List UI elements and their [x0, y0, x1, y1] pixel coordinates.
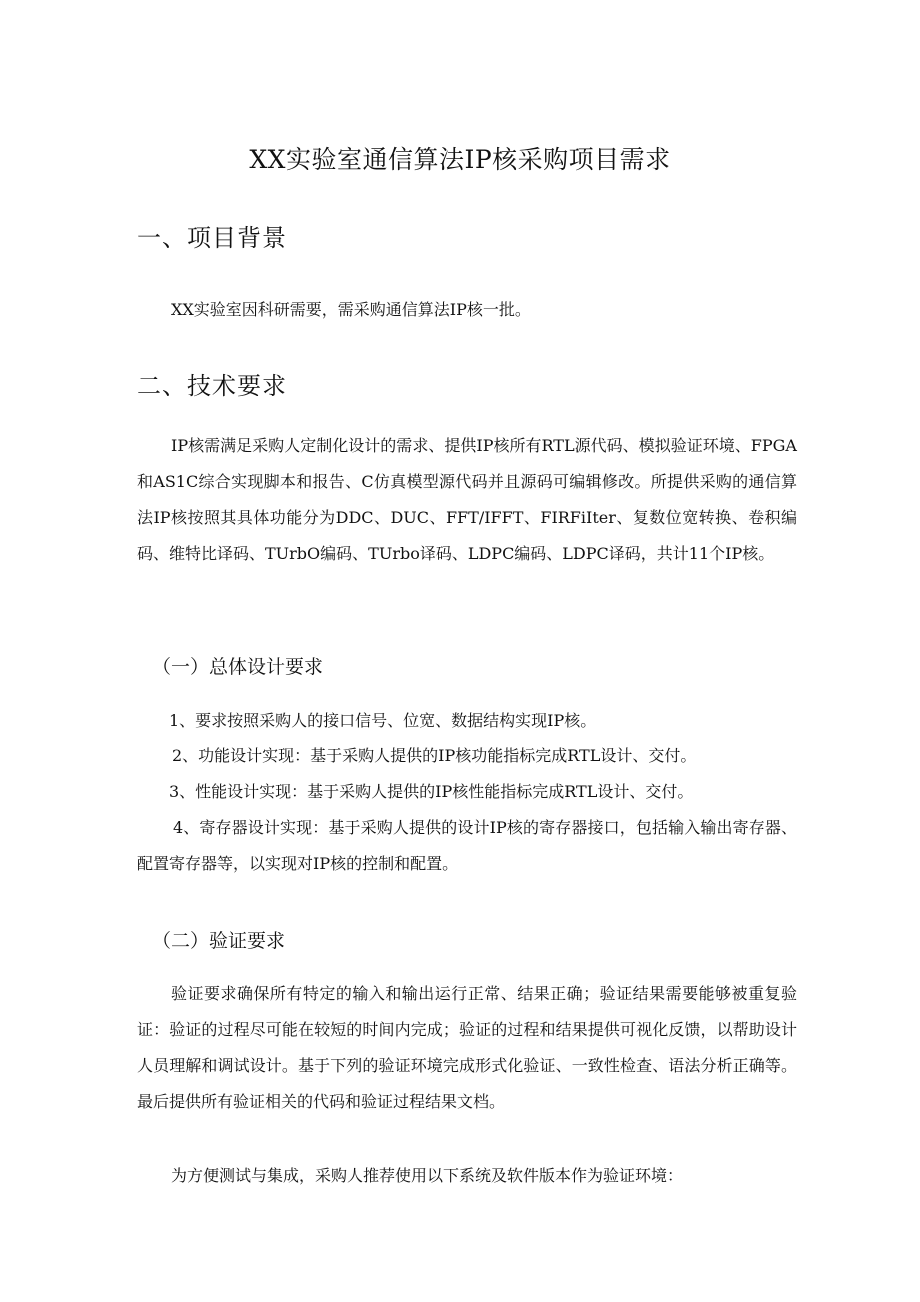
verification-environment-intro: 为方便测试与集成，采购人推荐使用以下系统及软件版本作为验证环境： — [171, 1166, 684, 1185]
subsection-heading-overall-design: （一）总体设计要求 — [152, 656, 324, 678]
subsection-heading-verification: （二）验证要求 — [152, 930, 286, 952]
design-requirement-item-1: 1、要求按照采购人的接口信号、位宽、数据结构实现IP核。 — [169, 711, 597, 730]
document-title: XX实验室通信算法IP核采购项目需求 — [249, 145, 671, 174]
design-requirement-item-4: 4、寄存器设计实现：基于采购人提供的设计IP核的寄存器接口，包括输入输出寄存器、配置寄存器等，以实现对IP核的控制和配置。 — [137, 818, 797, 873]
design-requirement-item-2: 2、功能设计实现：基于采购人提供的IP核功能指标完成RTL设计、交付。 — [172, 746, 697, 765]
design-requirement-item-3: 3、性能设计实现：基于采购人提供的IP核性能指标完成RTL设计、交付。 — [169, 782, 694, 801]
verification-paragraph: 验证要求确保所有特定的输入和输出运行正常、结果正确；验证结果需要能够被重复验证：验证的过程尽可能在较短的时间内完成；验证的过程和结果提供可视化反馈，以帮助设计人员理解和调试设计。基于下列的验证环境完成形式化验证、一致性检查、语法分析正确等。最后提供所有验证相关的代码和验证过程结果文档。 — [137, 984, 797, 1111]
background-paragraph: XX实验室因科研需要，需采购通信算法IP核一批。 — [171, 300, 531, 319]
section-heading-technical: 二、技术要求 — [137, 372, 287, 400]
technical-paragraph: IP核需满足采购人定制化设计的需求、提供IP核所有RTL源代码、模拟验证环境、FPGA和AS1C综合实现脚本和报告、C仿真模型源代码并且源码可编辑修改。所提供采购的通信算法IP核按照其具体功能分为DDC、DUC、FFT/IFFT、FIRFiIter、复数位宽转换、卷积编码、维特比译码、TUrbO编码、TUrbo译码、LDPC编码、LDPC译码，共计11个IP核。 — [137, 436, 797, 563]
section-heading-background: 一、项目背景 — [137, 224, 287, 252]
